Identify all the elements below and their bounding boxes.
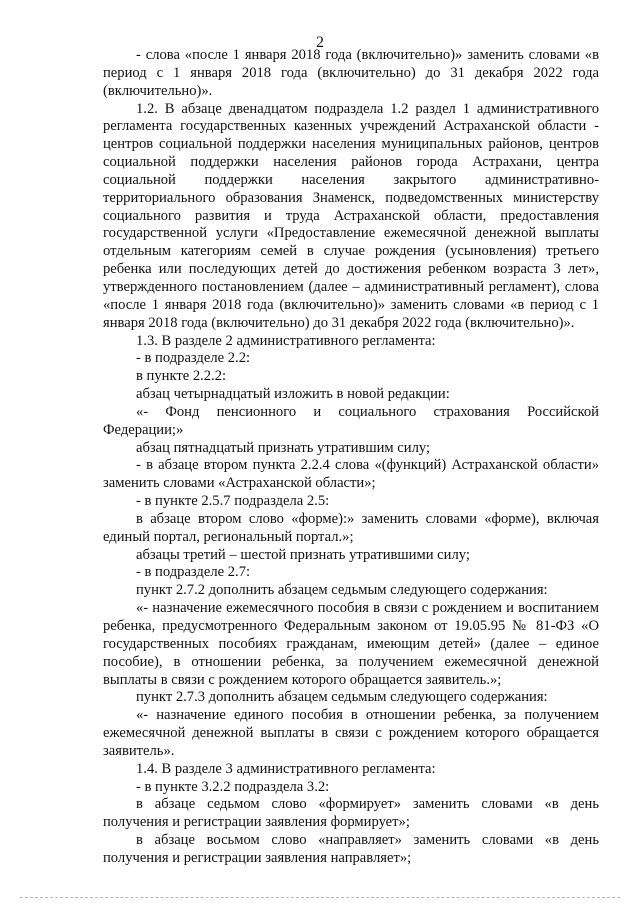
document-body xyxy=(103,47,599,868)
page-number: 2 xyxy=(316,34,324,51)
paragraph: в пункте 2.2.2: xyxy=(136,368,227,385)
paragraph: абзац четырнадцатый изложить в новой редакции: xyxy=(136,386,450,403)
paragraph: 1.2. В абзаце двенадцатом подраздела 1.2 раздел 1 административного регламента государственных казенных учреждений Астраханской области - центров социальной поддержки населения муниципальных районов, центров социальной поддержки населения районов города Астрахани, центра социальной поддержки населения закрытого административно-территориального образования Знаменск, подведомственных министерству социального развития и труда Астраханской области, предоставления государственной услуги «Предоставление ежемесячной денежной выплаты отдельным категориям семей в случае рождения (усыновления) третьего ребенка или последующих детей до достижения ребенком возраста 3 лет», утвержденного постановлением (далее – административный регламент), слова «после 1 января 2018 года (включительно)» заменить словами «в период с 1 января 2018 года (включительно) до 31 декабря 2022 года (включительно)». xyxy=(103,100,599,331)
paragraph: - в подразделе 2.2: xyxy=(136,350,251,367)
paragraph: - в абзаце втором пункта 2.2.4 слова «(функций) Астраханской области» заменить словами «Астраханской области»; xyxy=(103,457,599,492)
paragraph: - в подразделе 2.7: xyxy=(136,564,251,581)
paragraph: в абзаце втором слово «форме):» заменить словами «форме), включая единый портал, региональный портал.»; xyxy=(103,510,599,545)
scan-bottom-edge xyxy=(20,897,620,898)
paragraph: - в пункте 3.2.2 подраздела 3.2: xyxy=(136,778,330,795)
paragraph: «- назначение единого пособия в отношении ребенка, за получением ежемесячной денежной выплаты в связи с рождением которого обращается заявитель». xyxy=(103,707,599,759)
paragraph: в абзаце восьмом слово «направляет» заменить словами «в день получения и регистрации заявления направляет»; xyxy=(103,832,599,866)
paragraph: 1.4. В разделе 3 административного регламента: xyxy=(136,760,436,777)
paragraph: 1.3. В разделе 2 административного регламента: xyxy=(136,332,436,349)
paragraph: «- Фонд пенсионного и социального страхования Российской Федерации;» xyxy=(103,403,599,438)
paragraph: пункт 2.7.2 дополнить абзацем седьмым следующего содержания: xyxy=(136,582,548,599)
paragraph: в абзаце седьмом слово «формирует» заменить словами «в день получения и регистрации заявления формирует»; xyxy=(103,796,599,831)
paragraph: - в пункте 2.5.7 подраздела 2.5: xyxy=(136,493,330,510)
paragraph: - слова «после 1 января 2018 года (включительно)» заменить словами «в период с 1 января 2018 года (включительно) до 31 декабря 2022 года (включительно)». xyxy=(103,47,599,99)
paragraph: абзац пятнадцатый признать утратившим силу; xyxy=(136,439,431,456)
paragraph: «- назначение ежемесячного пособия в связи с рождением и воспитанием ребенка, предусмотренного Федеральным законом от 19.05.95 № 81-ФЗ «О государственных пособиях гражданам, имеющим детей» (далее – единое пособие), в отношении ребенка, за получением ежемесячной денежной выплаты в связи с рождением которого обращается заявитель.»; xyxy=(103,600,599,688)
paragraph: абзацы третий – шестой признать утратившими силу; xyxy=(136,546,470,563)
paragraph: пункт 2.7.3 дополнить абзацем седьмым следующего содержания: xyxy=(136,689,548,706)
